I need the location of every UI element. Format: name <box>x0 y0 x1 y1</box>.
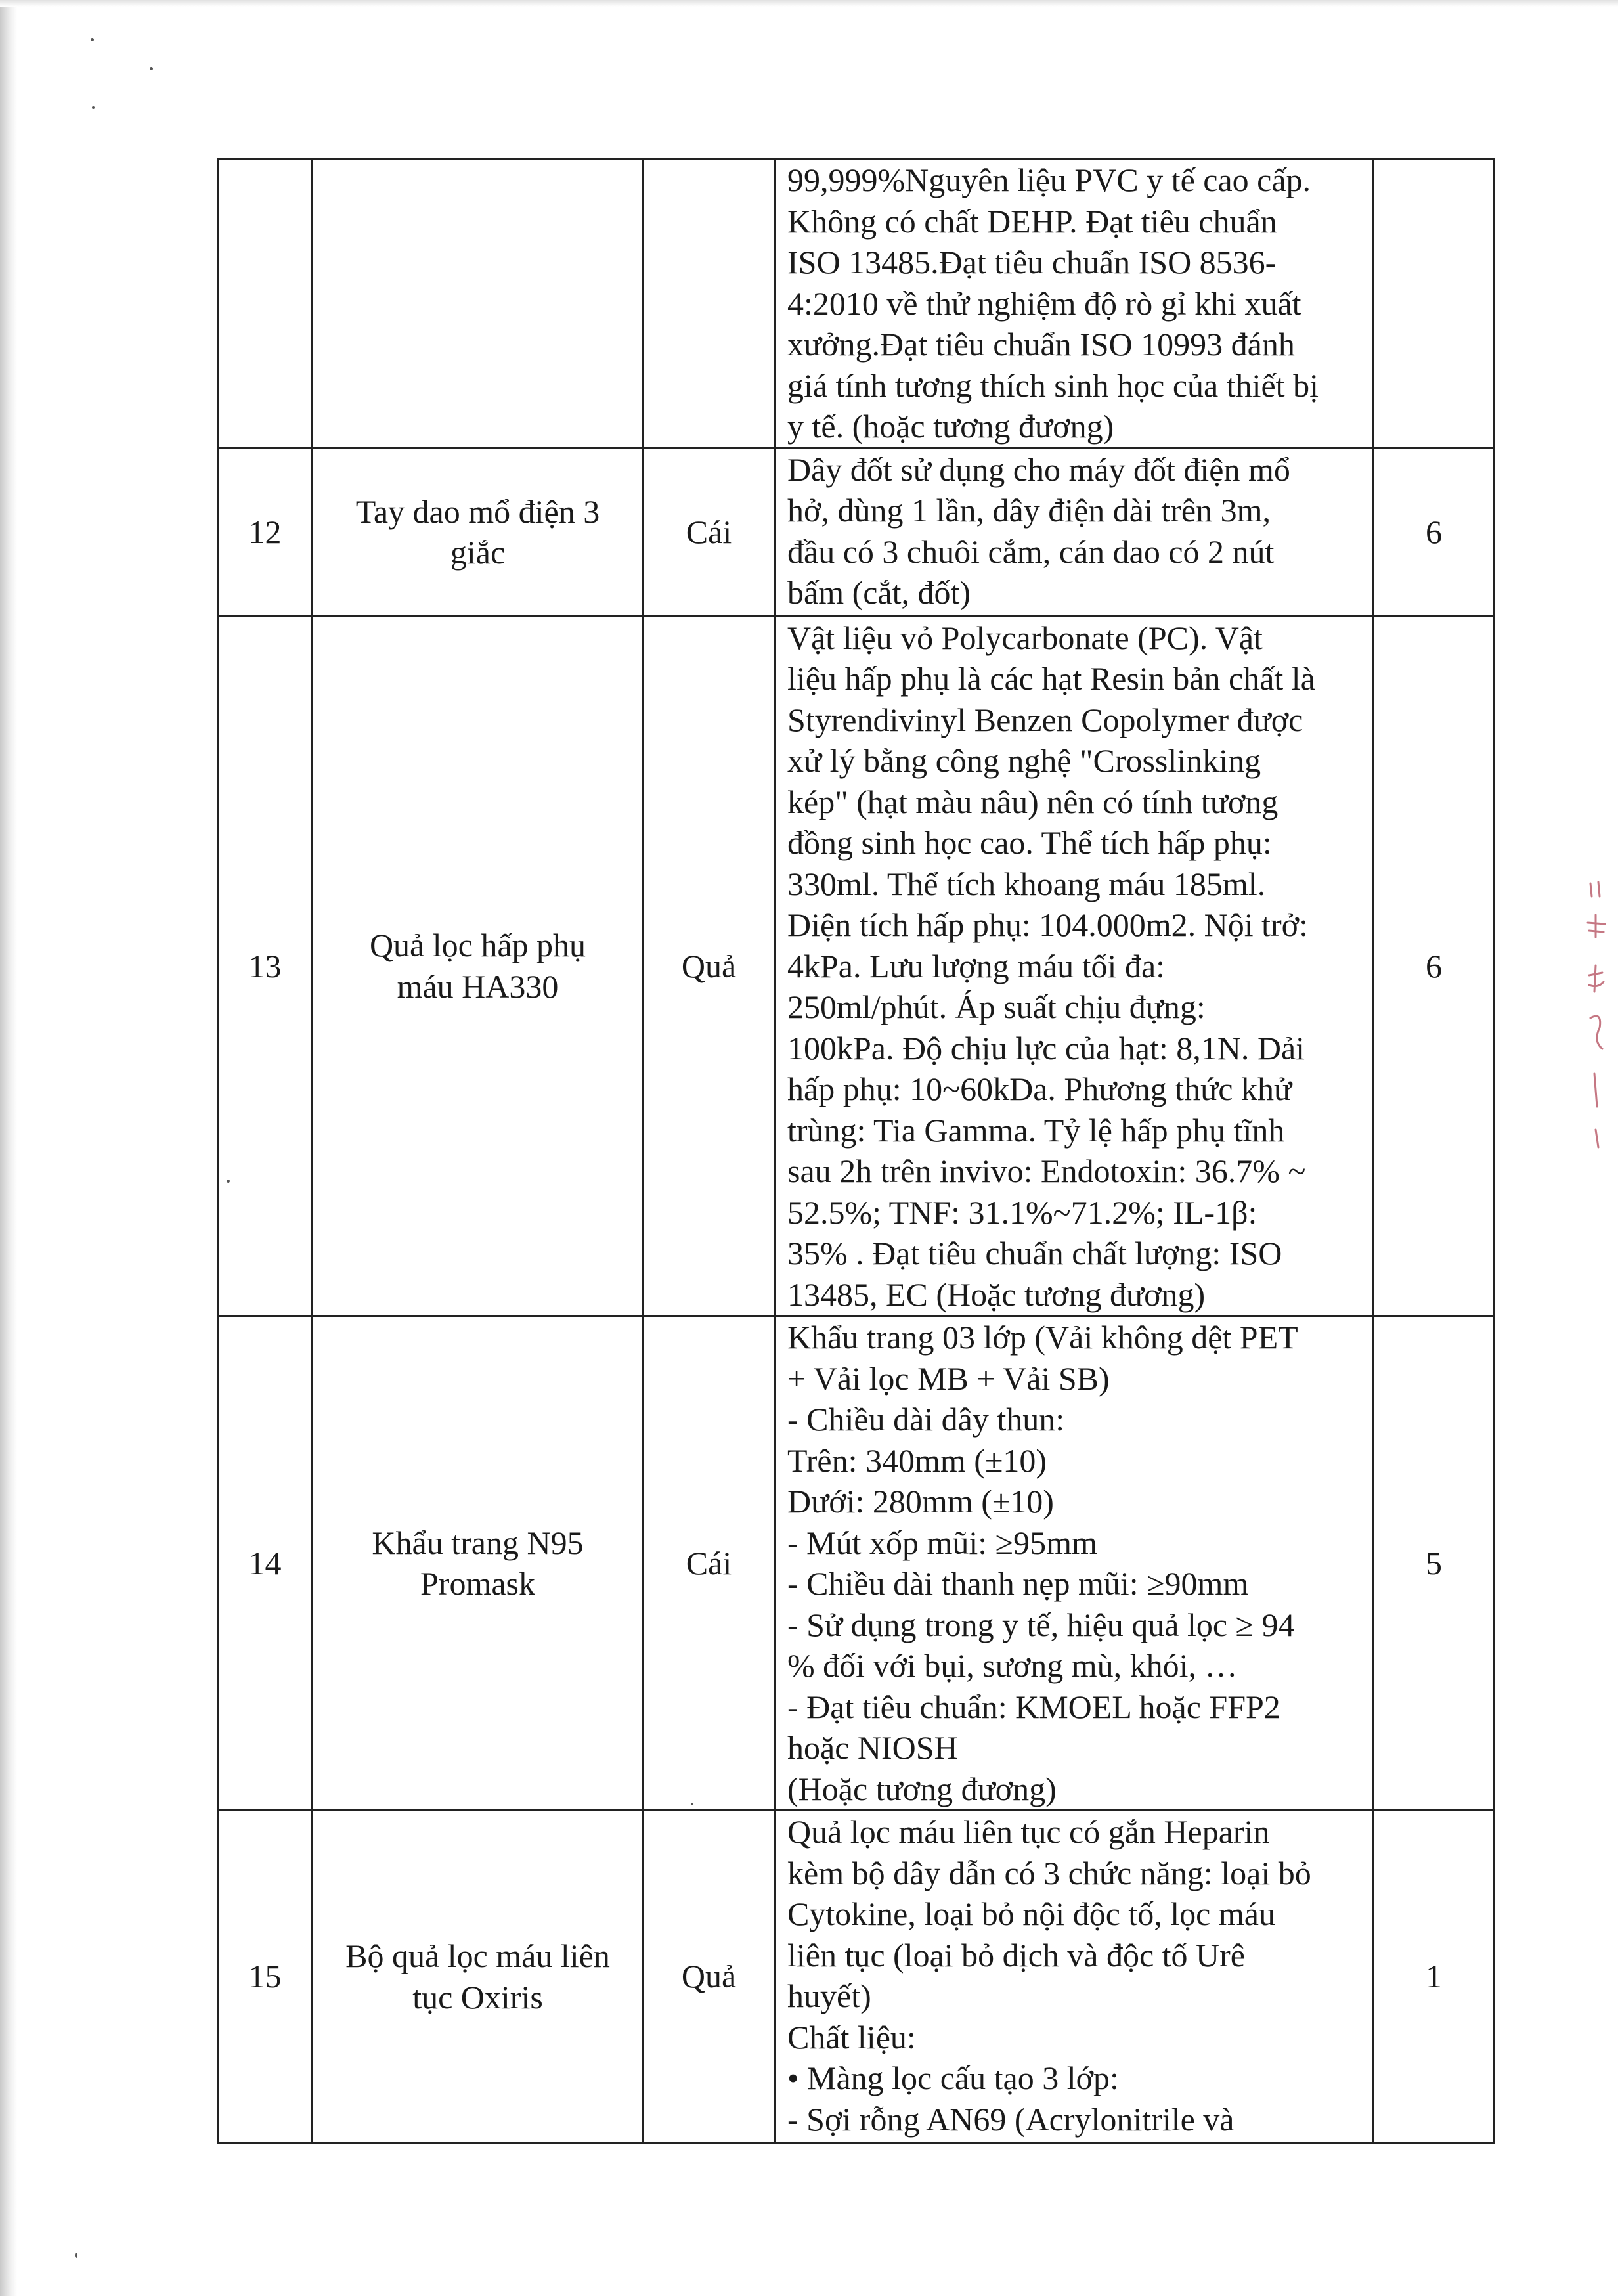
description-line: 35% . Đạt tiêu chuẩn chất lượng: ISO <box>787 1235 1282 1271</box>
description-line: đồng sinh học cao. Thể tích hấp phụ: <box>787 824 1272 861</box>
item-quantity: 6 <box>1374 448 1495 616</box>
scan-speck <box>227 1180 230 1183</box>
description-line: - Chiều dài dây thun: <box>787 1401 1065 1438</box>
scan-edge-shadow <box>0 0 17 2296</box>
item-name <box>313 448 644 616</box>
description-line: y tế. (hoặc tương đương) <box>787 408 1114 445</box>
item-unit <box>644 159 775 449</box>
item-unit: Quả <box>644 616 775 1316</box>
item-name-line: Khẩu trang N95 <box>372 1524 584 1561</box>
item-description <box>775 159 1374 449</box>
item-quantity: 5 <box>1374 1316 1495 1811</box>
specification-table <box>217 158 1495 2144</box>
description-line: 4:2010 về thử nghiệm độ rò gỉ khi xuất <box>787 284 1301 322</box>
item-description <box>775 448 1374 616</box>
description-line: ISO 13485.Đạt tiêu chuẩn ISO 8536- <box>787 244 1277 280</box>
scan-speck <box>92 106 95 109</box>
row-number: 12 <box>218 448 313 616</box>
description-line: 99,999%Nguyên liệu PVC y tế cao cấp. <box>787 162 1311 198</box>
description-line: đầu có 3 chuôi cắm, cán dao có 2 nút <box>787 533 1275 570</box>
item-name <box>313 1316 644 1811</box>
item-name-line: Bộ quả lọc máu liên <box>345 1937 610 1974</box>
item-name <box>313 1811 644 2143</box>
item-description <box>775 616 1374 1316</box>
description-line: + Vải lọc MB + Vải SB) <box>787 1359 1110 1397</box>
description-line: Không có chất DEHP. Đạt tiêu chuẩn <box>787 202 1277 240</box>
description-line: 100kPa. Độ chịu lực của hạt: 8,1N. Dải <box>787 1029 1305 1067</box>
item-unit: Cái <box>644 448 775 616</box>
description-line: 13485, EC (Hoặc tương đương) <box>787 1275 1206 1313</box>
scan-top-shadow <box>0 0 1618 7</box>
description-line: Styrendivinyl Benzen Copolymer được <box>787 701 1303 738</box>
item-description <box>775 1811 1374 2143</box>
description-line: - Sợi rỗng AN69 (Acrylonitrile và <box>787 2100 1235 2138</box>
description-line: xưởng.Đạt tiêu chuẩn ISO 10993 đánh <box>787 326 1295 363</box>
item-name <box>313 159 644 449</box>
description-line: (Hoặc tương đương) <box>787 1770 1057 1807</box>
description-line: Khẩu trang 03 lớp (Vải không dệt PET <box>787 1319 1298 1356</box>
table-row <box>218 1316 1495 1811</box>
description-line: - Mút xốp mũi: ≥95mm <box>787 1524 1097 1561</box>
description-line: Dưới: 280mm (±10) <box>787 1483 1054 1520</box>
scan-speck <box>150 67 153 70</box>
item-name-line: Promask <box>420 1565 535 1602</box>
item-quantity: 1 <box>1374 1811 1495 2143</box>
description-line: trùng: Tia Gamma. Tỷ lệ hấp phụ tĩnh <box>787 1111 1285 1149</box>
row-number: 14 <box>218 1316 313 1811</box>
description-line: • Màng lọc cấu tạo 3 lớp: <box>787 2060 1119 2096</box>
description-line: Dây đốt sử dụng cho máy đốt điện mổ <box>787 451 1290 488</box>
item-name <box>313 616 644 1316</box>
description-line: Chất liệu: <box>787 2018 916 2056</box>
description-line: kép" (hạt màu nâu) nên có tính tương <box>787 783 1279 820</box>
description-line: 330ml. Thể tích khoang máu 185ml. <box>787 865 1266 902</box>
description-line: - Chiều dài thanh nẹp mũi: ≥90mm <box>787 1565 1249 1602</box>
scan-speck <box>75 2253 77 2258</box>
item-quantity: 6 <box>1374 616 1495 1316</box>
description-line: 4kPa. Lưu lượng máu tối đa: <box>787 947 1166 984</box>
description-line: xử lý bằng công nghệ "Crosslinking <box>787 742 1261 779</box>
item-quantity <box>1374 159 1495 449</box>
row-number: 15 <box>218 1811 313 2143</box>
description-line: - Sử dụng trong y tế, hiệu quả lọc ≥ 94 <box>787 1606 1295 1643</box>
description-line: 52.5%; TNF: 31.1%~71.2%; IL-1β: <box>787 1193 1257 1231</box>
description-line: Cytokine, loại bỏ nội độc tố, lọc máu <box>787 1895 1275 1932</box>
description-line: - Đạt tiêu chuẩn: KMOEL hoặc FFP2 <box>787 1688 1280 1725</box>
description-line: 250ml/phút. Áp suất chịu đựng: <box>787 988 1206 1025</box>
description-line: % đối với bụi, sương mù, khói, … <box>787 1647 1238 1684</box>
table-row <box>218 1811 1495 2143</box>
description-line: hấp phụ: 10~60kDa. Phương thức khử <box>787 1071 1292 1107</box>
row-number <box>218 159 313 449</box>
description-line: Vật liệu vỏ Polycarbonate (PC). Vật <box>787 619 1263 656</box>
description-line: giá tính tương thích sinh học của thiết bị <box>787 366 1319 404</box>
scan-speck <box>91 38 94 41</box>
description-line: liên tục (loại bỏ dịch và độc tố Urê <box>787 1936 1245 1974</box>
item-name-line: Quả lọc hấp phụ <box>369 927 586 964</box>
table-body <box>218 159 1495 2143</box>
table-row <box>218 448 1495 616</box>
description-line: hở, dùng 1 lần, dây điện dài trên 3m, <box>787 492 1271 529</box>
item-name-line: tục Oxiris <box>412 1978 543 2016</box>
description-line: Trên: 340mm (±10) <box>787 1442 1047 1479</box>
item-name-line: máu HA330 <box>397 967 559 1005</box>
description-line: bấm (cắt, đốt) <box>787 574 971 611</box>
description-line: hoặc NIOSH <box>787 1729 958 1766</box>
item-unit: Quả <box>644 1811 775 2143</box>
item-name-line: giắc <box>450 534 506 571</box>
description-line: liệu hấp phụ là các hạt Resin bản chất là <box>787 660 1315 697</box>
item-description <box>775 1316 1374 1811</box>
description-line: Diện tích hấp phụ: 104.000m2. Nội trở: <box>787 906 1309 943</box>
table-row <box>218 616 1495 1316</box>
scan-speck <box>691 1803 693 1805</box>
description-line: kèm bộ dây dẫn có 3 chức năng: loại bỏ <box>787 1854 1311 1891</box>
item-name-line: Tay dao mổ điện 3 <box>355 493 600 530</box>
description-line: sau 2h trên invivo: Endotoxin: 36.7% ~ <box>787 1153 1306 1189</box>
description-line: Quả lọc máu liên tục có gắn Heparin <box>787 1813 1270 1850</box>
margin-pen-mark <box>1576 877 1615 1153</box>
description-line: huyết) <box>787 1977 871 2014</box>
item-unit: Cái <box>644 1316 775 1811</box>
row-number: 13 <box>218 616 313 1316</box>
table-row <box>218 159 1495 449</box>
